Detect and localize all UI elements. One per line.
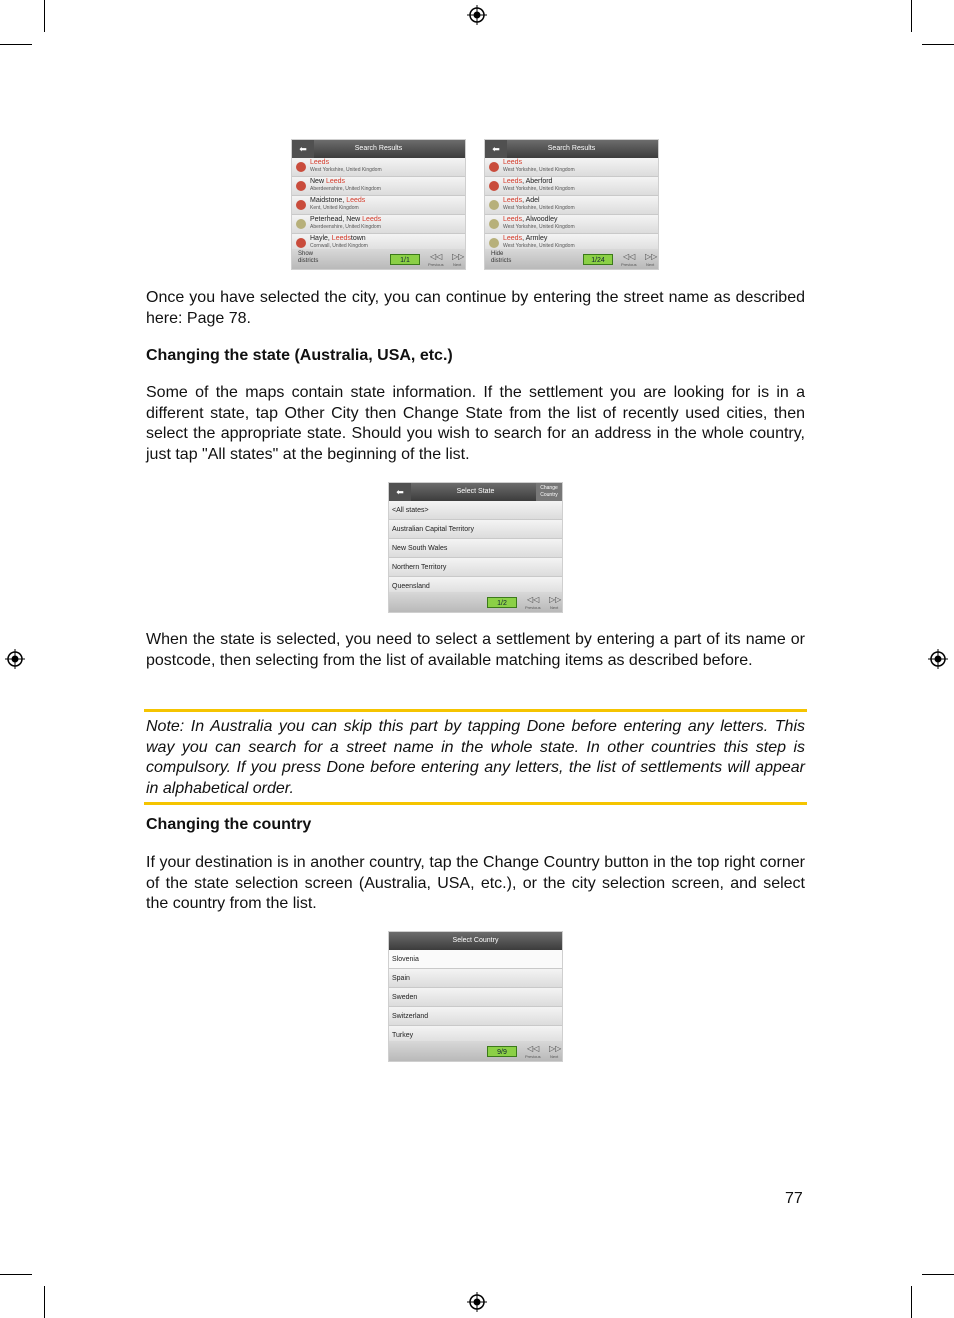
result-pin-icon [296, 219, 306, 229]
next-arrow-icon[interactable]: ▷▷ [452, 252, 465, 261]
state-row[interactable]: Queensland [389, 577, 562, 596]
crop-mark [922, 44, 954, 45]
registration-mark-icon [928, 649, 948, 669]
page-counter: 1/24 [583, 254, 613, 265]
paragraph-state-info: Some of the maps contain state information. If the settlement you are looking for is in a different state, tap Other City then Change State from the list of recently used cities, then select the appropriate state. Should you wish to search for an address in the whole country, just tap "All states" at the beginning of the list. [146, 384, 805, 463]
result-row[interactable]: Leeds, Aberford West Yorkshire, United Kingdom [485, 177, 658, 196]
result-row[interactable]: New Leeds Aberdeenshire, United Kingdom [292, 177, 465, 196]
crop-mark [922, 1274, 954, 1275]
paragraph-continue-street: Once you have selected the city, you can continue by entering the street name as described here: Page 78. [146, 289, 805, 327]
result-pin-icon [296, 238, 306, 248]
search-results-screenshot-1 [291, 139, 466, 270]
next-arrow-icon[interactable]: ▷▷ [645, 252, 658, 261]
back-arrow-icon[interactable]: ⬅ [485, 140, 507, 158]
result-row[interactable]: Hayle, Leedstown Cornwall, United Kingdom [292, 234, 465, 253]
result-pin-icon [296, 162, 306, 172]
result-row[interactable]: Leeds, Armley West Yorkshire, United Kingdom [485, 234, 658, 253]
previous-arrow-icon[interactable]: ◁◁ [527, 1044, 540, 1053]
country-row[interactable]: Turkey [389, 1026, 562, 1045]
next-label: Next [646, 262, 655, 267]
crop-mark [0, 44, 32, 45]
country-row[interactable]: Spain [389, 969, 562, 988]
note-australia: Note: In Australia you can skip this part by tapping Done before entering any letters. This way you can search for a street name in the whole state. In other countries this step is compulsory. If you press Done before entering any letters, the list of settlements will appear in alphabetical order. [146, 718, 805, 797]
back-arrow-icon[interactable]: ⬅ [292, 140, 314, 158]
screen-footer [389, 1041, 562, 1061]
screen-footer [292, 249, 465, 269]
back-arrow-icon[interactable]: ⬅ [389, 483, 411, 501]
page-counter: 9/9 [487, 1046, 517, 1057]
state-row[interactable]: New South Wales [389, 539, 562, 558]
page-counter: 1/1 [390, 254, 420, 265]
result-row[interactable]: Maidstone, Leeds Kent, United Kingdom [292, 196, 465, 215]
result-pin-icon [489, 200, 499, 210]
next-arrow-icon[interactable]: ▷▷ [549, 1044, 562, 1053]
page-number: 77 [785, 1190, 803, 1207]
screen-header [292, 140, 465, 158]
screen-title: Select Country [452, 937, 499, 944]
crop-mark [44, 1286, 45, 1318]
show-districts-button[interactable]: Show districts [298, 251, 319, 264]
screen-title: Select State [456, 488, 495, 495]
screen-header [485, 140, 658, 158]
previous-label: Previous [525, 1054, 541, 1059]
next-label: Next [453, 262, 462, 267]
next-arrow-icon[interactable]: ▷▷ [549, 595, 562, 604]
registration-mark-icon [467, 5, 487, 25]
result-pin-icon [489, 219, 499, 229]
paragraph-change-country: If your destination is in another country, tap the Change Country button in the top right corner of the state selection screen (Australia, USA, etc.), or the city selection screen, and select the country from the list. [146, 854, 805, 912]
crop-mark [44, 0, 45, 32]
previous-label: Previous [621, 262, 637, 267]
crop-mark [0, 1274, 32, 1275]
screen-header [389, 483, 562, 501]
previous-label: Previous [525, 605, 541, 610]
select-country-screenshot [388, 931, 563, 1062]
country-row[interactable]: Sweden [389, 988, 562, 1007]
screen-title: Search Results [354, 145, 403, 152]
result-pin-icon [489, 181, 499, 191]
registration-mark-icon [467, 1292, 487, 1312]
result-pin-icon [489, 238, 499, 248]
result-pin-icon [296, 200, 306, 210]
paragraph-select-settlement: When the state is selected, you need to select a settlement by entering a part of its name or postcode, then selecting from the list of available matching items as described before. [146, 631, 805, 669]
page-counter: 1/2 [487, 597, 517, 608]
country-row[interactable]: Switzerland [389, 1007, 562, 1026]
previous-arrow-icon[interactable]: ◁◁ [430, 252, 443, 261]
state-row[interactable]: <All states> [389, 501, 562, 520]
result-row[interactable]: Peterhead, New Leeds Aberdeenshire, United Kingdom [292, 215, 465, 234]
previous-label: Previous [428, 262, 444, 267]
result-row[interactable]: Leeds West Yorkshire, United Kingdom [292, 158, 465, 177]
note-bottom-rule [144, 802, 807, 805]
state-row[interactable]: Australian Capital Territory [389, 520, 562, 539]
result-pin-icon [489, 162, 499, 172]
search-results-screenshot-2 [484, 139, 659, 270]
next-label: Next [550, 1054, 559, 1059]
result-pin-icon [296, 181, 306, 191]
note-top-rule [144, 709, 807, 712]
screen-title: Search Results [547, 145, 596, 152]
select-state-screenshot [388, 482, 563, 613]
screen-footer [389, 592, 562, 612]
crop-mark [911, 1286, 912, 1318]
hide-districts-button[interactable]: Hide districts [491, 251, 512, 264]
result-row[interactable]: Leeds, Alwoodley West Yorkshire, United Kingdom [485, 215, 658, 234]
previous-arrow-icon[interactable]: ◁◁ [527, 595, 540, 604]
previous-arrow-icon[interactable]: ◁◁ [623, 252, 636, 261]
country-row[interactable]: Slovenia [389, 950, 562, 969]
next-label: Next [550, 605, 559, 610]
section-heading-state: Changing the state (Australia, USA, etc.) [146, 347, 453, 364]
result-row[interactable]: Leeds, Adel West Yorkshire, United Kingdom [485, 196, 658, 215]
screen-header [389, 932, 562, 950]
result-row[interactable]: Leeds West Yorkshire, United Kingdom [485, 158, 658, 177]
screen-footer [485, 249, 658, 269]
crop-mark [911, 0, 912, 32]
section-heading-country: Changing the country [146, 816, 312, 833]
state-row[interactable]: Northern Territory [389, 558, 562, 577]
change-country-button[interactable]: Change Country [536, 483, 562, 501]
registration-mark-icon [5, 649, 25, 669]
